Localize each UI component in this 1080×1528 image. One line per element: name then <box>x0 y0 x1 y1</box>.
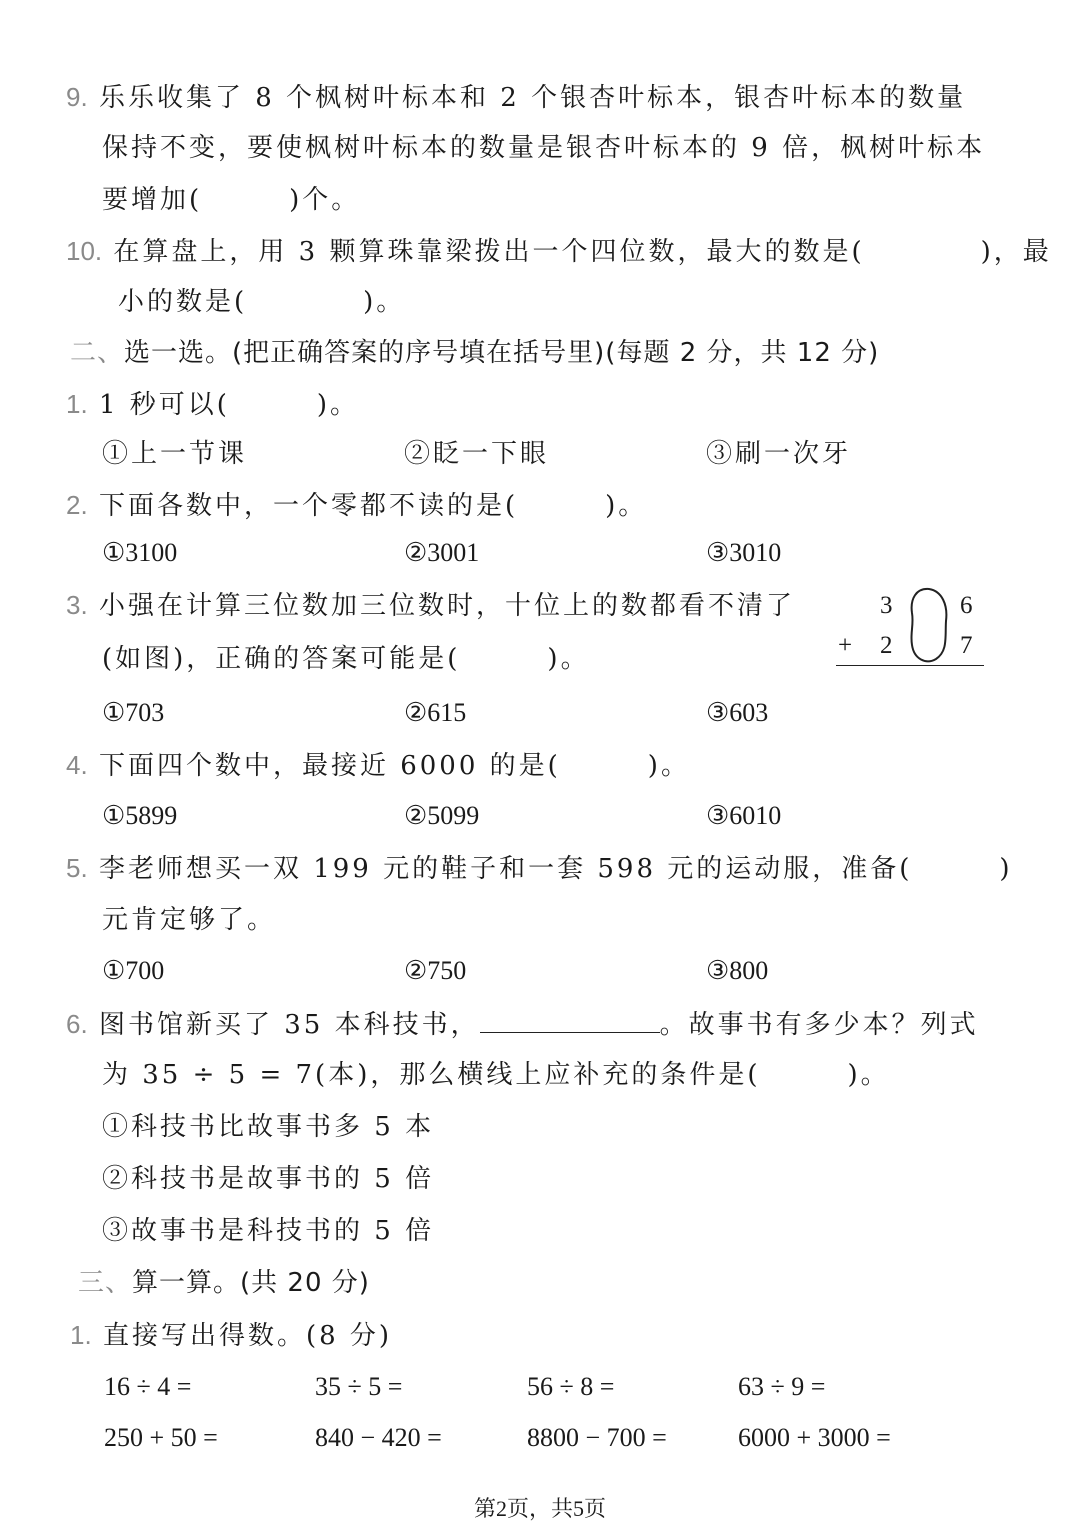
s2-q3-text-1: 小强在计算三位数加三位数时，十位上的数都看不清了 <box>98 591 795 621</box>
s2-q2-option-2: ②3001 <box>404 538 480 567</box>
smudge-icon <box>904 585 954 665</box>
q9-text-3: 要增加( )个。 <box>102 185 361 215</box>
s2-q6-text-1a: 图书馆新买了 35 本科技书， <box>98 1010 480 1040</box>
s2-q5-option-1: ①700 <box>102 956 165 985</box>
s2-q3-option-1: ①703 <box>102 698 165 727</box>
figure-plus-sign: + <box>838 632 853 659</box>
s2-q6-option-2: ②科技书是故事书的 5 倍 <box>102 1164 435 1194</box>
calc-r2-c1: 250 + 50 = <box>104 1423 218 1452</box>
s2-q4-option-3: ③6010 <box>706 801 782 830</box>
s2-q3-option-2: ②615 <box>404 698 467 727</box>
s2-q2-text: 下面各数中，一个零都不读的是( )。 <box>98 491 648 521</box>
calc-r1-c3: 56 ÷ 8 = <box>527 1372 615 1401</box>
s2-q1-option-3: ③刷一次牙 <box>706 439 852 469</box>
section2-heading <box>70 340 879 366</box>
q10-text-2: 小的数是( )。 <box>118 287 406 317</box>
s2-q6-fill-blank[interactable] <box>480 1010 660 1033</box>
figure-top-hundreds: 3 <box>880 592 893 619</box>
s2-q2-line <box>66 492 647 519</box>
s2-q4-line <box>66 752 690 779</box>
s2-q3-option-3: ③603 <box>706 698 769 727</box>
addition-figure <box>830 585 990 675</box>
s2-q1-option-2: ②眨一下眼 <box>404 439 550 469</box>
q9-text-2: 保持不变，要使枫树叶标本的数量是银杏叶标本的 9 倍，枫树叶标本 <box>102 133 986 163</box>
figure-sum-line <box>836 665 984 666</box>
figure-bottom-ones: 7 <box>960 632 973 659</box>
section2-title: 选一选。(把正确答案的序号填在括号里)(每题 2 分，共 12 分) <box>124 338 880 368</box>
q9-line1 <box>66 84 966 111</box>
calc-r2-c2: 840 − 420 = <box>315 1423 442 1452</box>
q9-number: 9. <box>66 82 88 112</box>
s3-q1-number: 1. <box>70 1320 92 1350</box>
s2-q5-number: 5. <box>66 853 88 883</box>
s2-q3-text-2: (如图)，正确的答案可能是( )。 <box>102 644 590 674</box>
s2-q4-option-2: ②5099 <box>404 801 480 830</box>
s2-q4-number: 4. <box>66 750 88 780</box>
section3-number: 三、 <box>78 1268 133 1298</box>
section3-heading <box>78 1270 370 1296</box>
q9-text-1: 乐乐收集了 8 个枫树叶标本和 2 个银杏叶标本，银杏叶标本的数量 <box>98 83 967 113</box>
s2-q6-number: 6. <box>66 1009 88 1039</box>
s2-q3-line1 <box>66 592 795 619</box>
s2-q3-number: 3. <box>66 590 88 620</box>
s2-q2-option-1: ①3100 <box>102 538 178 567</box>
section2-number: 二、 <box>70 338 125 368</box>
s2-q1-line <box>66 391 359 418</box>
s2-q1-number: 1. <box>66 389 88 419</box>
s2-q5-text-2: 元肯定够了。 <box>102 905 277 935</box>
figure-top-ones: 6 <box>960 592 973 619</box>
calc-r1-c1: 16 ÷ 4 = <box>104 1372 192 1401</box>
s2-q6-line1 <box>66 1010 979 1038</box>
q10-line1 <box>66 238 1052 265</box>
s2-q1-option-1: ①上一节课 <box>102 439 248 469</box>
s2-q2-option-3: ③3010 <box>706 538 782 567</box>
s2-q4-option-1: ①5899 <box>102 801 178 830</box>
s2-q5-text-1: 李老师想买一双 199 元的鞋子和一套 598 元的运动服，准备( ) <box>98 854 1013 884</box>
section3-title: 算一算。(共 20 分) <box>132 1268 370 1298</box>
calc-r2-c3: 8800 − 700 = <box>527 1423 667 1452</box>
s2-q5-line1 <box>66 855 1013 882</box>
q10-number: 10. <box>66 236 103 266</box>
q10-text-1: 在算盘上，用 3 颗算珠靠梁拨出一个四位数，最大的数是( )，最 <box>113 237 1052 267</box>
s2-q6-text-1b: 。故事书有多少本？列式 <box>659 1010 979 1040</box>
s2-q6-option-1: ①科技书比故事书多 5 本 <box>102 1112 435 1142</box>
s2-q5-option-2: ②750 <box>404 956 467 985</box>
s3-q1-text: 直接写出得数。(8 分) <box>102 1321 393 1351</box>
s2-q4-text: 下面四个数中，最接近 6000 的是( )。 <box>98 751 690 781</box>
calc-r2-c4: 6000 + 3000 = <box>738 1423 891 1452</box>
s2-q5-option-3: ③800 <box>706 956 769 985</box>
s2-q2-number: 2. <box>66 490 88 520</box>
calc-r1-c4: 63 ÷ 9 = <box>738 1372 826 1401</box>
calc-r1-c2: 35 ÷ 5 = <box>315 1372 403 1401</box>
page-footer: 第2页，共5页 <box>473 1496 606 1521</box>
s3-q1-line <box>70 1322 392 1349</box>
s2-q6-option-3: ③故事书是科技书的 5 倍 <box>102 1216 435 1246</box>
figure-bottom-hundreds: 2 <box>880 632 893 659</box>
s2-q6-text-2: 为 35 ÷ 5 = 7(本)，那么横线上应补充的条件是( )。 <box>102 1060 890 1090</box>
s2-q1-text: 1 秒可以( )。 <box>98 390 360 420</box>
